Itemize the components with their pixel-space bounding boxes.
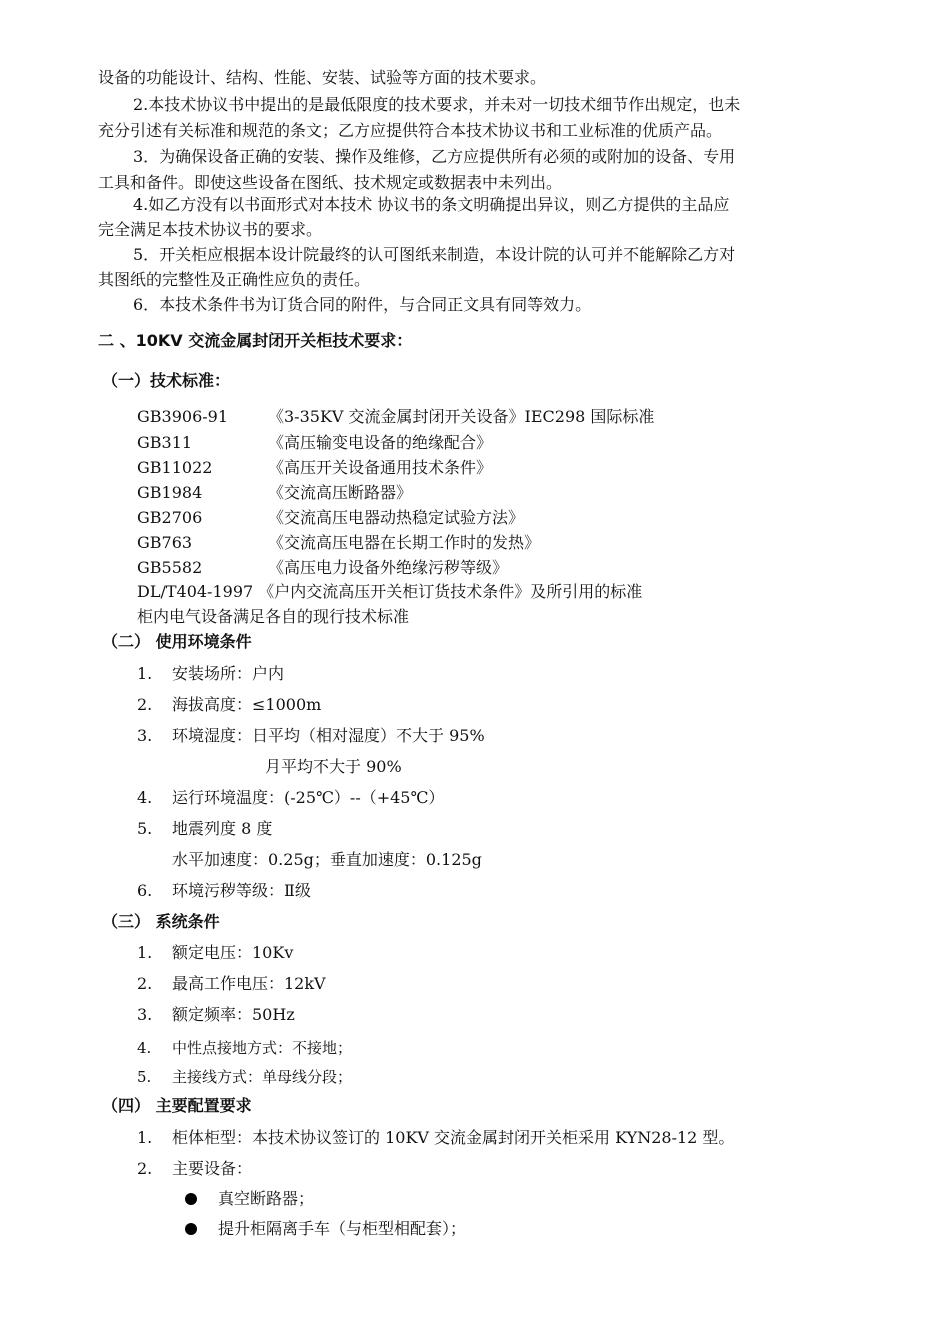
standard-item: DL/T404-1997 《户内交流高压开关柜订货技术条件》及所引用的标准 [137,582,643,601]
list-item [137,1158,253,1180]
body-text-line: 工具和备件。即使这些设备在图纸、技术规定或数据表中未列出。 [98,173,563,192]
bullet-icon [185,1193,197,1205]
list-item [137,663,285,685]
list-number: 3. [137,726,153,745]
standard-code: GB5582 [137,558,203,577]
list-number: 1. [137,664,153,683]
standard-code: GB763 [137,533,193,552]
subsection-heading: （四） 主要配置要求 [102,1096,252,1115]
body-text-line: 其图纸的完整性及正确性应负的责任。 [98,270,371,289]
list-text: 环境湿度：日平均（相对湿度）不大于 95% [172,726,485,745]
standard-name: 《交流高压电器动热稳定试验方法》 [268,508,525,527]
body-text-line: 4.如乙方没有以书面形式对本技术 协议书的条文明确提出异议，则乙方提供的主品应 [133,195,730,214]
list-item [137,1037,353,1059]
standard-code: GB3906-91 [137,407,229,426]
standard-code: GB11022 [137,458,213,477]
standard-name: 《高压电力设备外绝缘污秽等级》 [268,558,509,577]
list-number: 4. [137,1039,152,1057]
list-item [137,1004,295,1026]
standard-name: 《交流高压断路器》 [268,483,413,502]
list-text: 中性点接地方式：不接地； [172,1039,353,1057]
body-text-line: 充分引述有关标准和规范的条文；乙方应提供符合本技术协议书和工业标准的优质产品。 [98,121,723,140]
list-item [137,787,445,809]
list-item-continued: 月平均不大于 90% [265,757,402,776]
list-number: 1. [137,943,153,962]
list-text: 主要设备： [172,1159,253,1178]
list-item [137,942,294,964]
list-text: 环境污秽等级：Ⅱ级 [172,881,311,900]
standard-note: 柜内电气设备满足各自的现行技术标准 [137,607,410,626]
list-item [137,1066,353,1088]
bullet-icon [185,1223,197,1235]
list-item [137,880,311,902]
list-number: 1. [137,1128,153,1147]
standard-name: 《交流高压电器在长期工作时的发热》 [268,533,541,552]
bullet-text: 提升柜隔离手车（与柜型相配套）； [218,1219,467,1238]
list-item [137,818,273,840]
list-text: 运行环境温度：(-25℃）--（+45℃） [172,788,445,807]
list-text: 柜体柜型：本技术协议签订的 10KV 交流金属封闭开关柜采用 KYN28-12 型。 [172,1128,735,1147]
list-text: 最高工作电压：12kV [172,974,326,993]
body-text-line: 5．开关柜应根据本设计院最终的认可图纸来制造，本设计院的认可并不能解除乙方对 [133,245,736,264]
standard-name: 《3-35KV 交流金属封闭开关设备》IEC298 国际标准 [268,407,655,426]
standard-name: 《高压开关设备通用技术条件》 [268,458,493,477]
body-text-line: 3．为确保设备正确的安装、操作及维修，乙方应提供所有必须的或附加的设备、专用 [133,147,736,166]
subsection-heading: （一）技术标准： [102,371,231,390]
body-text-line: 完全满足本技术协议书的要求。 [98,220,323,239]
list-text: 海拔高度：≤1000m [172,695,322,714]
list-number: 5. [137,1068,152,1086]
body-text-line: 6．本技术条件书为订货合同的附件，与合同正文具有同等效力。 [133,295,592,314]
list-number: 2. [137,1159,153,1178]
body-text-line: 2.本技术协议书中提出的是最低限度的技术要求，并未对一切技术细节作出规定，也未 [133,95,741,114]
list-item [137,694,322,716]
section-heading: 二 、10KV 交流金属封闭开关柜技术要求： [98,331,413,350]
standard-code: GB2706 [137,508,203,527]
standard-code: GB1984 [137,483,203,502]
list-text: 额定电压：10Kv [172,943,294,962]
list-item [137,973,326,995]
list-number: 2. [137,695,153,714]
list-item [137,1127,735,1149]
body-text-line: 设备的功能设计、结构、性能、安装、试验等方面的技术要求。 [98,68,547,87]
subsection-heading: （三） 系统条件 [102,912,220,931]
list-item-continued: 水平加速度：0.25g；垂直加速度：0.125g [172,850,482,869]
list-item [137,725,485,747]
list-number: 2. [137,974,153,993]
list-text: 安装场所：户内 [172,664,285,683]
list-number: 4. [137,788,153,807]
list-text: 主接线方式：单母线分段； [172,1068,353,1086]
list-number: 5. [137,819,153,838]
subsection-heading: （二） 使用环境条件 [102,632,252,651]
list-text: 额定频率：50Hz [172,1005,295,1024]
bullet-text: 真空断路器； [218,1189,315,1208]
list-number: 6. [137,881,153,900]
list-number: 3. [137,1005,153,1024]
standard-code: GB311 [137,433,193,452]
list-text: 地震列度 8 度 [172,819,273,838]
standard-name: 《高压输变电设备的绝缘配合》 [268,433,493,452]
